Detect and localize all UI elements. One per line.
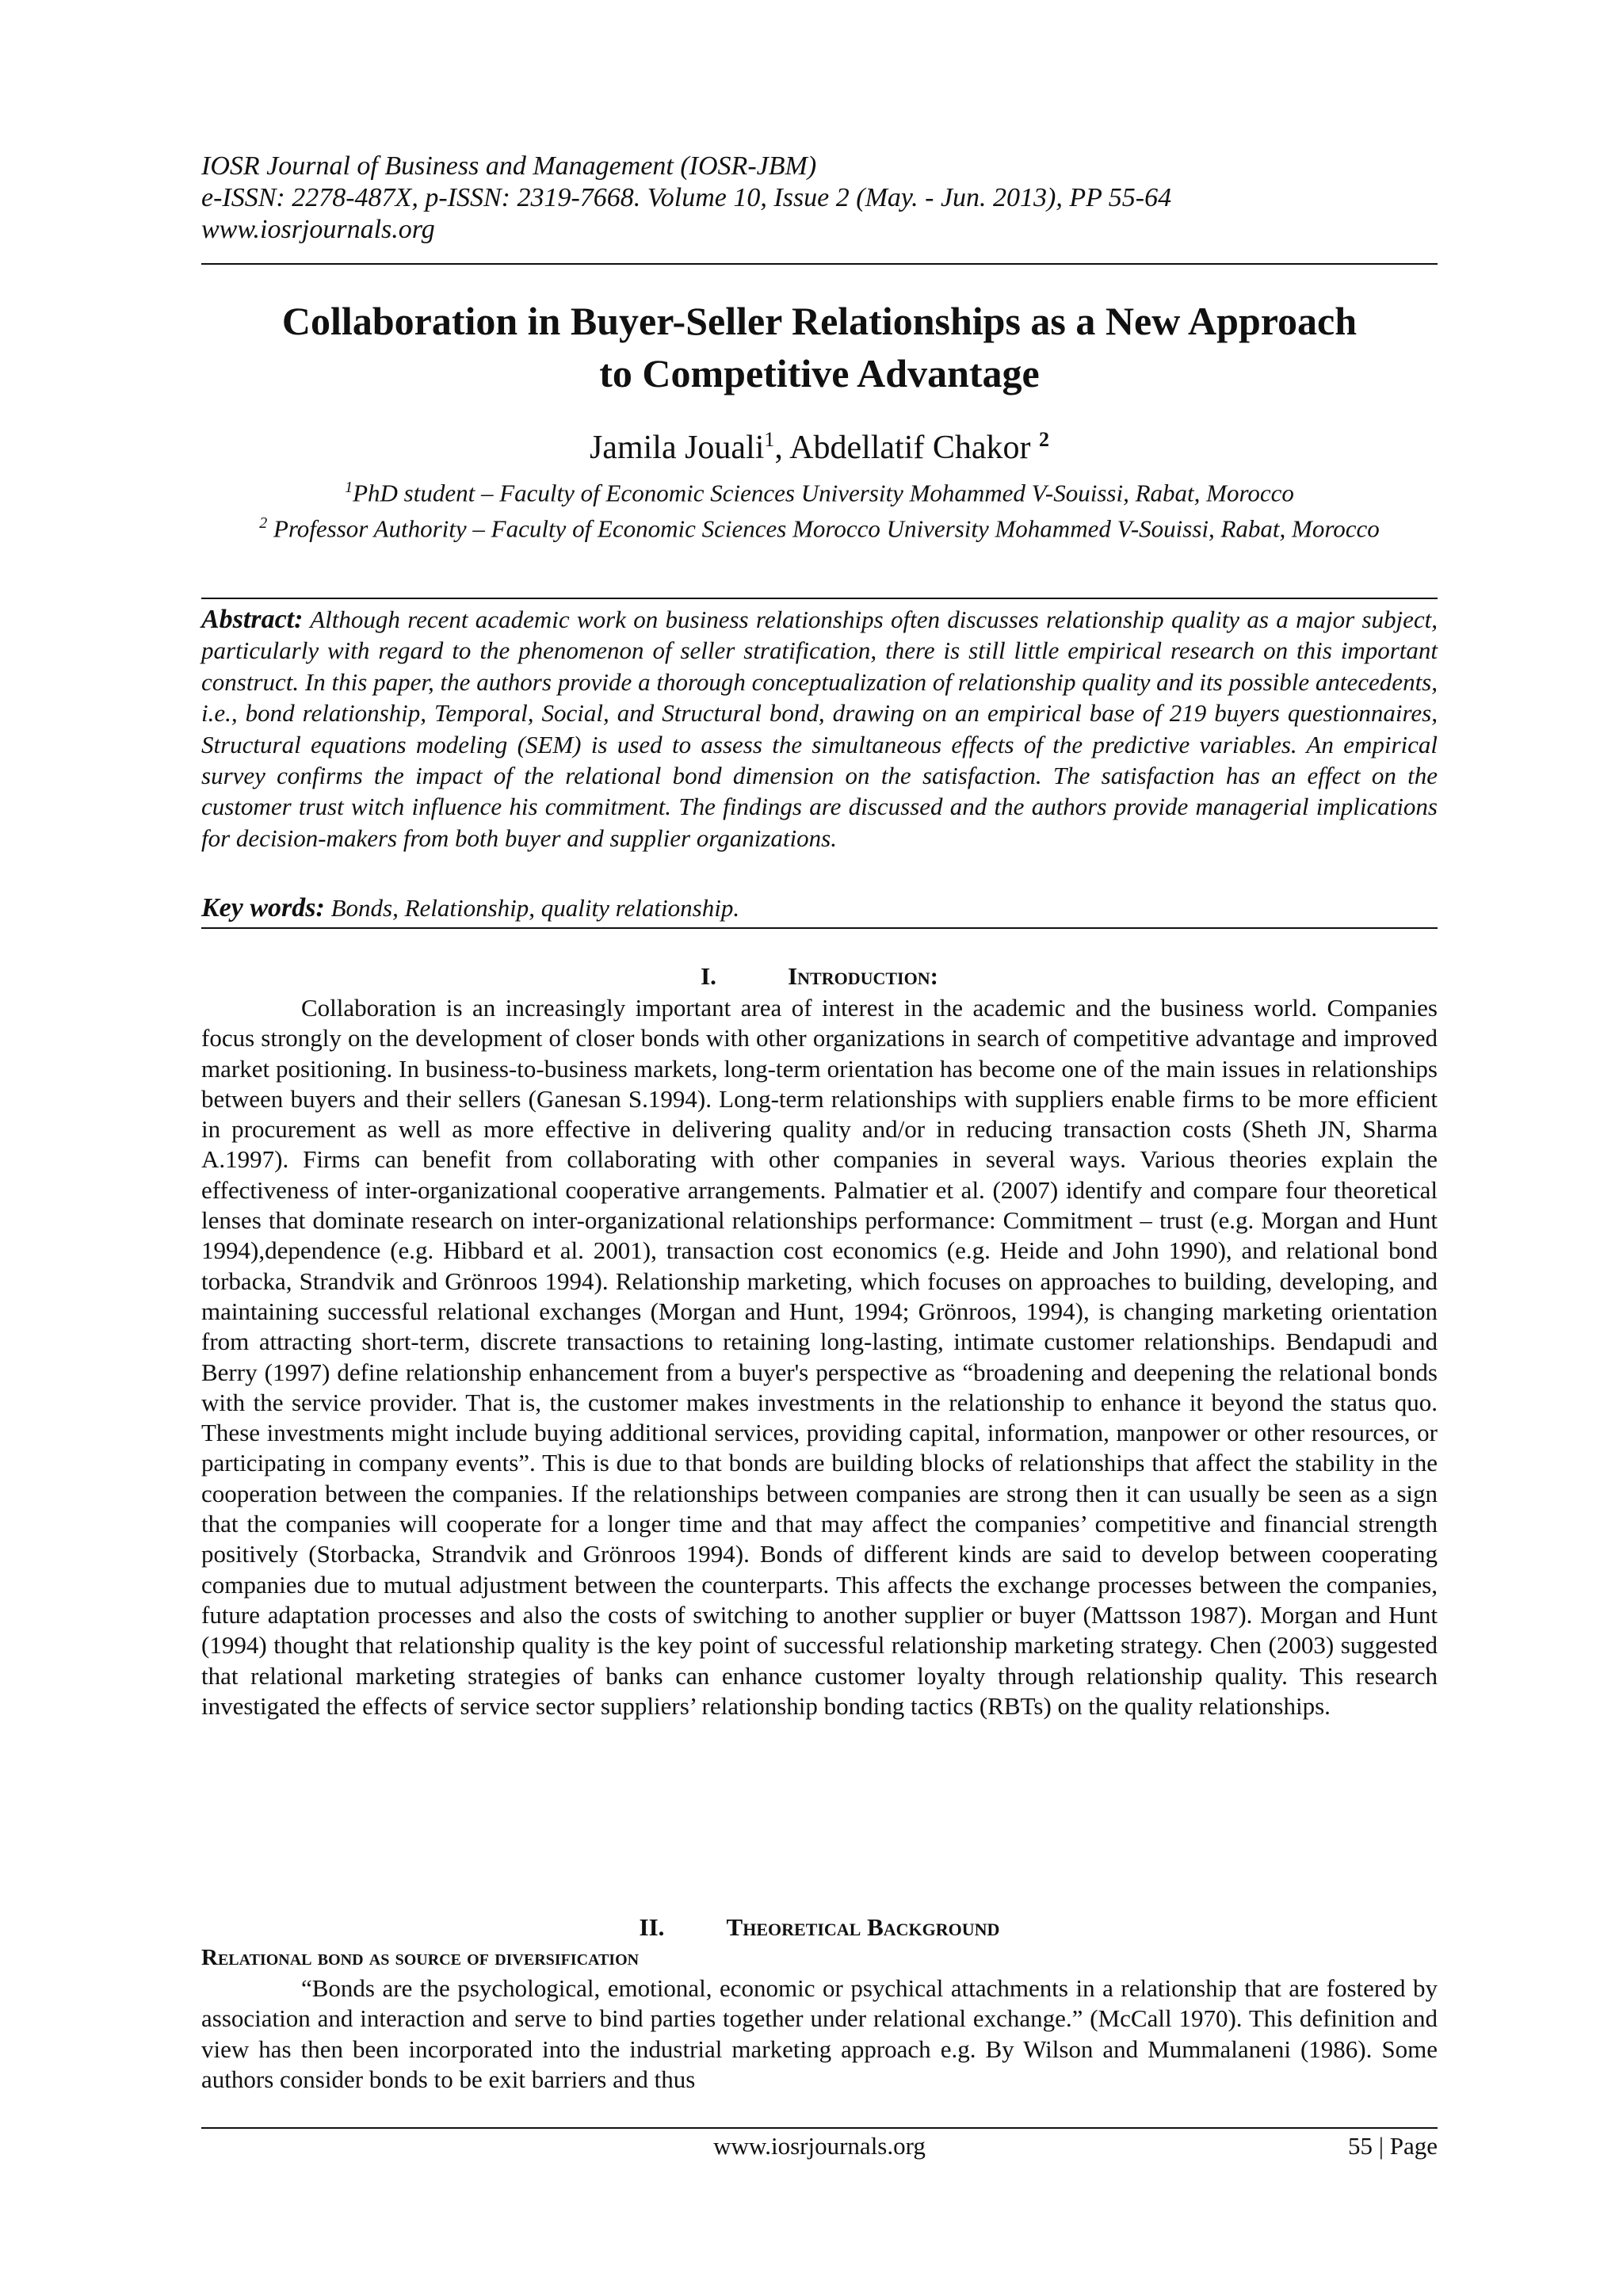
journal-header [201, 151, 1438, 246]
author-name: Abdellatif Chakor [789, 430, 1031, 466]
author-affiliation-marker: 2 [1039, 428, 1050, 451]
affiliation-marker: 1 [345, 479, 353, 496]
section-2-body [201, 1973, 1438, 2095]
abstract-text: Although recent academic work on business relationships often discusses relationship quality as a major subject, particularly with regard to the phenomenon of seller stratification, there is still little empirical research on this important construct. In this paper, the authors provide a thorough conceptualization of relationship quality and its possible antecedents, i.e., bond relationship, Temporal, Social, and Structural bond, drawing on an empirical base of 219 buyers questionnaires, Structural equations modeling (SEM) is used to assess the simultaneous effects of the predictive variables. An empirical survey confirms the impact of the relational bond dimension on the satisfaction. The satisfaction has an effect on the customer trust witch influence his commitment. The findings are discussed and the authors provide managerial implications for decision-makers from both buyer and supplier organizations. [201, 606, 1438, 852]
journal-website[interactable]: www.iosrjournals.org [201, 215, 435, 244]
affiliations [201, 472, 1438, 544]
section-number: I. [701, 962, 716, 990]
abstract [201, 604, 1438, 854]
affiliation-marker: 2 [259, 514, 268, 533]
title-line-2: to Competitive Advantage [599, 351, 1040, 395]
body-paragraph: Collaboration is an increasingly important area of interest in the academic and the business world. Companies focus strongly on the development of closer bonds with other organizations in search of competitive advantage and improved market positioning. In business-to-business markets, long-term orientation has become one of the main issues in relationships between buyers and their sellers (Ganesan S.1994). Long-term relationships with suppliers enable firms to be more efficient in procurement as well as more effective in delivering quality and/or in reducing transaction costs (Sheth JN, Sharma A.1997). Firms can benefit from collaborating with other companies in several ways. Various theories explain the effectiveness of inter-organizational cooperative arrangements. Palmatier et al. (2007) identify and compare four theoretical lenses that dominate research on inter-organizational relationships performance: Commitment – trust (e.g. Morgan and Hunt 1994),dependence (e.g. Hibbard et al. 2001), transaction cost economics (e.g. Heide and John 1990), and relational bond torbacka, Strandvik and Grönroos 1994). Relationship marketing, which focuses on approaches to building, developing, and maintaining successful relational exchanges (Morgan and Hunt, 1994; Grönroos, 1994), is changing marketing orientation from attracting short-term, discrete transactions to retaining long-lasting, intimate customer relationships. Bendapudi and Berry (1997) define relationship enhancement from a buyer's perspective as “broadening and deepening the relational bonds with the service provider. That is, the customer makes investments in the relationship to enhance it beyond the status quo. These investments might include buying additional services, providing capital, information, manpower or other resources, or participating in company events”. This is due to that bonds are building blocks of relationships that affect the stability in the cooperation between the companies. If the relationships between companies are strong then it can usually be seen as a sign that the companies will cooperate for a longer time and that may affect the companies’ competitive and financial strength positively (Storbacka, Strandvik and Grönroos 1994). Bonds of different kinds are said to develop between cooperating companies due to mutual adjustment between the counterparts. This affects the exchange processes between the companies, future adaptation processes and also the costs of switching to another supplier or buyer (Mattsson 1987). Morgan and Hunt (1994) thought that relationship quality is the key point of successful relationship marketing strategy. Chen (2003) suggested that relational marketing strategies of banks can enhance customer loyalty through relationship quality. This research investigated the effects of service sector suppliers’ relationship bonding tactics (RBTs) on the quality relationships. [201, 994, 1438, 1720]
section-1-heading [201, 961, 1438, 992]
author-separator: , [774, 430, 790, 466]
abstract-label: Abstract: [201, 605, 304, 634]
title-line-1: Collaboration in Buyer-Seller Relationships as a New Approach [281, 299, 1358, 343]
author-list [201, 420, 1438, 468]
subsection-heading: Relational bond as source of diversification [201, 1945, 640, 1970]
affiliation-text: Professor Authority – Faculty of Economic Sciences Morocco University Mohammed V-Souissi, Rabat, Morocco [273, 514, 1380, 543]
keywords [201, 892, 1438, 924]
affiliation-1 [201, 472, 1438, 508]
abstract-bottom-rule [201, 927, 1438, 929]
author-name: Jamila Jouali [589, 430, 765, 466]
author-affiliation-marker: 1 [764, 428, 775, 451]
paper-title [201, 295, 1438, 399]
issn-line: e-ISSN: 2278-487X, p-ISSN: 2319-7668. Volume 10, Issue 2 (May. - Jun. 2013), PP 55-64 [201, 183, 1172, 212]
abstract-top-rule [201, 598, 1438, 599]
footer-website[interactable]: www.iosrjournals.org [713, 2132, 926, 2160]
footer-rule [201, 2127, 1438, 2129]
affiliation-2 [201, 508, 1438, 544]
journal-name: IOSR Journal of Business and Management (IOSR-JBM) [201, 151, 817, 181]
keywords-text: Bonds, Relationship, quality relationship. [330, 894, 740, 922]
section-1-body [201, 993, 1438, 1721]
body-paragraph: “Bonds are the psychological, emotional, economic or psychical attachments in a relationship that are fostered by association and interaction and serve to bind parties together under relational exchange.” (McCall 1970). This definition and view has then been incorporated into the industrial marketing approach e.g. By Wilson and Mummalaneni (1986). Some authors consider bonds to be exit barriers and thus [201, 1974, 1438, 2093]
section-title: Introduction: [788, 962, 938, 990]
section-2-heading [201, 1912, 1438, 1943]
section-title: Theoretical Background [726, 1913, 1000, 1941]
page-number: 55 | Page [1348, 2132, 1438, 2160]
affiliation-text: PhD student – Faculty of Economic Sciences University Mohammed V-Souissi, Rabat, Morocco [353, 479, 1294, 507]
header-rule [201, 263, 1438, 265]
section-number: II. [639, 1913, 665, 1941]
keywords-label: Key words: [201, 893, 325, 923]
